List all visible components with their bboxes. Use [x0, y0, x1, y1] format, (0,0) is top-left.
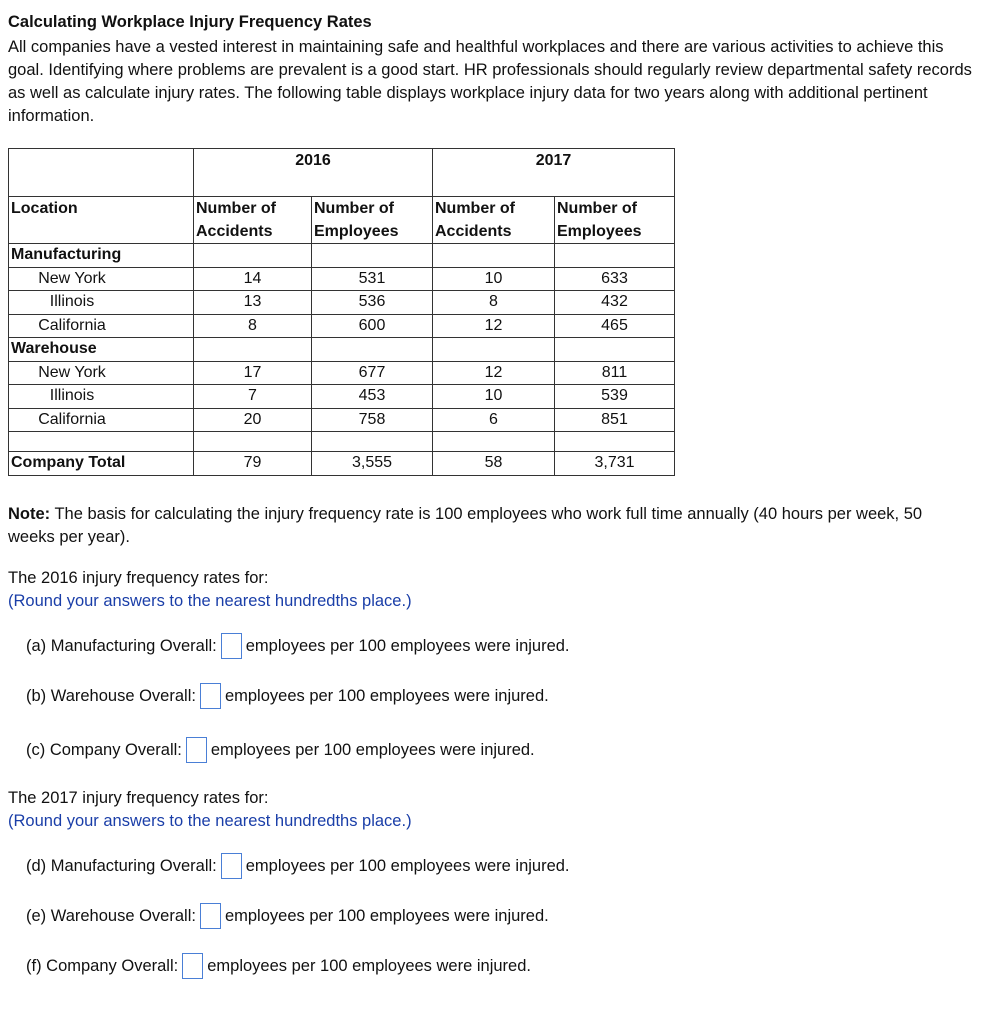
answer-suffix: employees per 100 employees were injured. — [224, 906, 549, 925]
section-2016-intro: The 2016 injury frequency rates for: — [8, 569, 269, 587]
note — [8, 503, 968, 549]
year-2017: 2017 — [433, 149, 675, 197]
value-cell: 633 — [555, 267, 675, 291]
table-row — [9, 408, 675, 432]
value-cell: 531 — [312, 267, 433, 291]
section-2016-hint: (Round your answers to the nearest hundredths place.) — [8, 592, 412, 610]
col-header: Number of Employees — [555, 197, 675, 244]
value-cell: 12 — [433, 314, 555, 338]
value-cell: 10 — [433, 267, 555, 291]
value-cell: 8 — [194, 314, 312, 338]
value-cell: 12 — [433, 361, 555, 385]
col-header: Number of Employees — [312, 197, 433, 244]
group-row — [9, 244, 675, 268]
question-label: (b) Warehouse Overall: — [26, 686, 196, 705]
table-row — [9, 291, 675, 315]
note-label: Note: — [8, 505, 51, 523]
answer-suffix: employees per 100 employees were injured. — [245, 636, 570, 655]
value-cell: 453 — [312, 385, 433, 409]
location-cell: California — [9, 408, 194, 432]
table-row — [9, 361, 675, 385]
value-cell: 851 — [555, 408, 675, 432]
location-cell: New York — [9, 267, 194, 291]
empty-cell — [194, 244, 312, 268]
location-cell: Illinois — [9, 385, 194, 409]
value-cell: 7 — [194, 385, 312, 409]
value-cell: 17 — [194, 361, 312, 385]
location-cell: California — [9, 314, 194, 338]
empty-cell — [194, 338, 312, 362]
empty-cell — [433, 432, 555, 452]
table-row — [9, 267, 675, 291]
table-row — [9, 314, 675, 338]
value-cell: 6 — [433, 408, 555, 432]
value-cell: 432 — [555, 291, 675, 315]
blank-row — [9, 432, 675, 452]
value-cell: 10 — [433, 385, 555, 409]
question-label: (f) Company Overall: — [26, 956, 179, 975]
question-row — [26, 633, 570, 659]
location-cell: Illinois — [9, 291, 194, 315]
answer-suffix: employees per 100 employees were injured. — [224, 686, 549, 705]
group-row — [9, 338, 675, 362]
col-header: Number of Accidents — [433, 197, 555, 244]
empty-cell — [194, 432, 312, 452]
injury-table — [8, 148, 675, 476]
question-label: (d) Manufacturing Overall: — [26, 856, 217, 875]
value-cell: 600 — [312, 314, 433, 338]
answer-suffix: employees per 100 employees were injured. — [207, 956, 531, 975]
empty-cell — [433, 244, 555, 268]
intro-text: All companies have a vested interest in maintaining safe and healthful workplaces and there are various activities to achieve this goal. Identifying where problems are prevalent is a good start. HR professionals should regularly review departmental safety records as well as calculate injury rates. The following table displays workplace injury data for two years along with additional pertinent information. — [8, 38, 972, 125]
empty-cell — [312, 432, 433, 452]
answer-input[interactable] — [221, 633, 242, 659]
question-row — [26, 953, 531, 979]
col-header: Number of Accidents — [194, 197, 312, 244]
value-cell: 13 — [194, 291, 312, 315]
group-name: Manufacturing — [9, 244, 194, 268]
answer-suffix: employees per 100 employees were injured. — [210, 740, 535, 759]
total-cell: 58 — [433, 452, 555, 476]
question-row — [26, 853, 570, 879]
question-label: (e) Warehouse Overall: — [26, 906, 196, 925]
empty-cell — [312, 244, 433, 268]
total-cell: 79 — [194, 452, 312, 476]
question-label: (c) Company Overall: — [26, 740, 182, 759]
page-title: Calculating Workplace Injury Frequency Rates — [8, 13, 372, 31]
answer-input[interactable] — [182, 953, 203, 979]
question-row — [26, 903, 549, 929]
corner-cell — [9, 149, 194, 197]
total-cell: 3,731 — [555, 452, 675, 476]
empty-cell — [555, 432, 675, 452]
empty-cell — [433, 338, 555, 362]
note-text: The basis for calculating the injury frequency rate is 100 employees who work full time annually (40 hours per week, 50 weeks per year). — [8, 505, 923, 546]
total-cell: 3,555 — [312, 452, 433, 476]
value-cell: 539 — [555, 385, 675, 409]
question-row — [26, 737, 535, 763]
total-row — [9, 452, 675, 476]
value-cell: 758 — [312, 408, 433, 432]
section-2017-intro: The 2017 injury frequency rates for: — [8, 789, 269, 807]
answer-input[interactable] — [200, 903, 221, 929]
question-label: (a) Manufacturing Overall: — [26, 636, 217, 655]
value-cell: 677 — [312, 361, 433, 385]
answer-input[interactable] — [186, 737, 207, 763]
section-2017-hint: (Round your answers to the nearest hundredths place.) — [8, 812, 412, 830]
value-cell: 8 — [433, 291, 555, 315]
answer-suffix: employees per 100 employees were injured. — [245, 856, 570, 875]
value-cell: 811 — [555, 361, 675, 385]
value-cell: 536 — [312, 291, 433, 315]
location-header: Location — [9, 197, 194, 244]
group-name: Warehouse — [9, 338, 194, 362]
location-cell: New York — [9, 361, 194, 385]
question-row — [26, 683, 549, 709]
empty-cell — [9, 432, 194, 452]
answer-input[interactable] — [200, 683, 221, 709]
empty-cell — [555, 244, 675, 268]
value-cell: 465 — [555, 314, 675, 338]
table-row — [9, 385, 675, 409]
year-2016: 2016 — [194, 149, 433, 197]
answer-input[interactable] — [221, 853, 242, 879]
empty-cell — [312, 338, 433, 362]
total-label: Company Total — [9, 452, 194, 476]
value-cell: 20 — [194, 408, 312, 432]
value-cell: 14 — [194, 267, 312, 291]
empty-cell — [555, 338, 675, 362]
